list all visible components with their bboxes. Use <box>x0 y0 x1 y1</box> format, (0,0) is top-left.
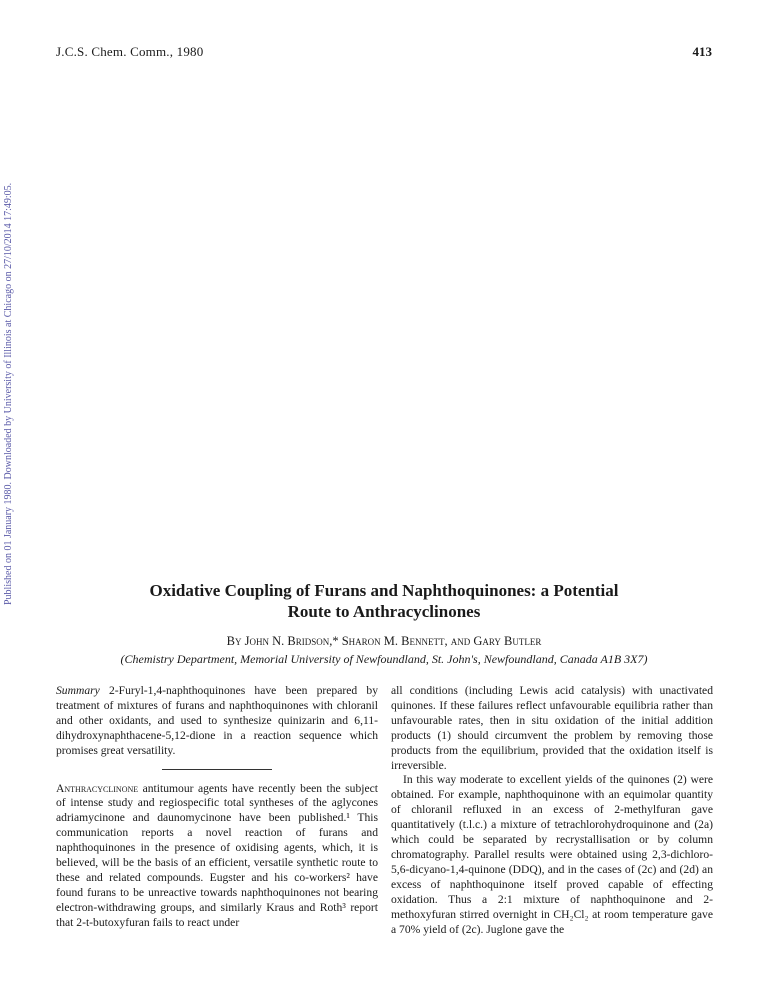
affiliation-text: (Chemistry Department, Memorial University of Newfoundland, St. John's, Newfoundland, Canada A1B 3X7) <box>120 652 648 666</box>
summary-label: Summary <box>56 684 100 697</box>
right-column <box>391 684 713 937</box>
summary-text: 2-Furyl-1,4-naphthoquinones have been prepared by treatment of mixtures of furans and naphthoquinones with chloranil and other oxidants, and used to synthesize quinizarin and 6,11-dihydroxynaphthacene-5,12-dione in a reaction sequence which promises great versatility. <box>56 684 378 757</box>
affiliation <box>60 652 708 667</box>
article-title <box>60 580 708 622</box>
intro-text: antitumour agents have recently been the subject of intense study and regiospecific total syntheses of the aglycones adriamycinone and daunomycinone have been published.¹ This communication reports a novel reaction of furans and naphthoquinones in the presence of oxidising agents, which, it is believed, will be the basis of an efficient, versatile synthetic route to these and related compounds. Eugster and his co-workers² have found furans to be unreactive towards naphthoquinones not bearing electron-withdrawing groups, and similarly Kraus and Roth³ report that 2-t-butoxyfuran fails to react under <box>56 781 378 929</box>
intro-paragraph <box>56 782 378 931</box>
intro-lead-word: Anthracyclinone <box>56 781 139 795</box>
left-column <box>56 684 378 931</box>
page-number: 413 <box>692 44 712 59</box>
body-paragraph-1: all conditions (including Lewis acid catalysis) with unactivated quinones. If these failures reflect unfavourable equilibria rather than unfavourable rates, then in situ oxidation of the initial addition products (1) should circumvent the problem by removing those products from the equilibrium, provided that the oxidation itself is irreversible. <box>391 684 713 772</box>
body-paragraph-2: In this way moderate to excellent yields of the quinones (2) were obtained. For example, naphthoquinone with an equimolar quantity of chloranil refluxed in an excess of 2-methylfuran gave quantitatively (t.l.c.) a mixture of tetrachlorohydroquinone and (2a) which could be separated by recrystallisation or by column chromatography. Parallel results were obtained using 2,3-dichloro-5,6-dicyano-1,4-quinone (DDQ), and in the cases of (2c) and (2d) an excess of naphthoquinone itself proved capable of effecting oxidation. Thus a 2:1 mixture of naphthoquinone and 2-methoxyfuran stirred overnight in CH₂Cl₂ at room temperature gave a 70% yield of (2c). Juglone gave the <box>391 773 713 936</box>
section-divider <box>162 769 272 770</box>
author-list: By John N. Bridson,* Sharon M. Bennett, and Gary Butler <box>226 634 542 648</box>
title-line-2: Route to Anthracyclinones <box>287 602 481 621</box>
journal-header: J.C.S. Chem. Comm., 1980 <box>56 44 204 59</box>
download-notice[interactable]: Published on 01 January 1980. Downloaded by University of Illinois at Chicago on 27/10/2014 17:49:05. <box>3 182 14 605</box>
summary-paragraph <box>56 684 378 759</box>
title-line-1: Oxidative Coupling of Furans and Naphthoquinones: a Potential <box>149 581 619 600</box>
